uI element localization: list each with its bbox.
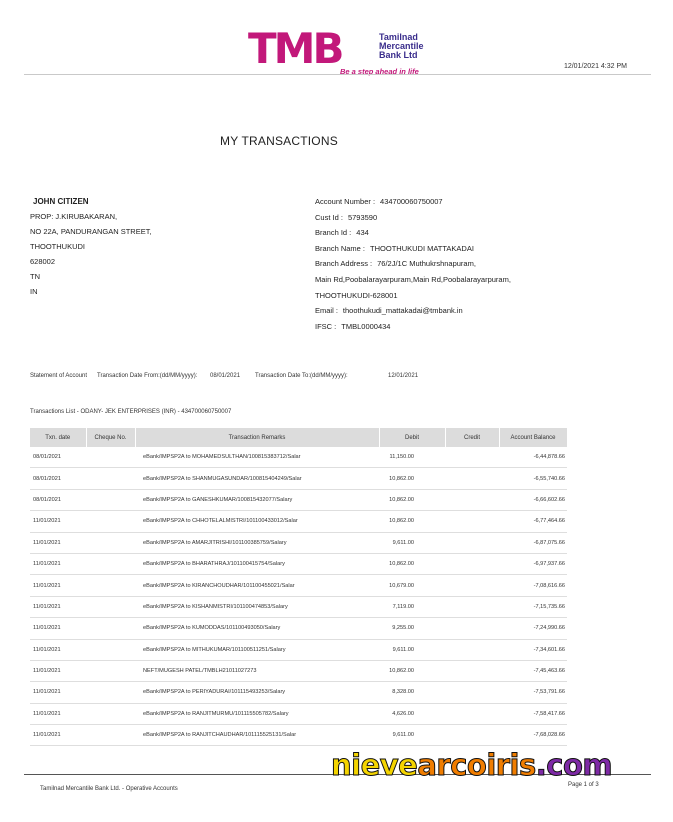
- footer-text: Tamilnad Mercantile Bank Ltd. - Operative Accounts: [40, 786, 178, 792]
- txn-date-cell: 11/01/2021: [30, 618, 86, 639]
- credit-cell: [445, 447, 499, 468]
- date-to-label: Transaction Date To:(dd/MM/yyyy):: [255, 373, 348, 379]
- remarks-cell: eBank/IMPSP2A to SHANMUGASUNDAR/100815404249/Salar: [135, 468, 379, 489]
- date-from-label: Transaction Date From:(dd/MM/yyyy):: [97, 373, 198, 379]
- txn-date-cell: 08/01/2021: [30, 468, 86, 489]
- table-row: [30, 553, 567, 574]
- logo-tagline: Be a step ahead in life: [340, 67, 419, 76]
- balance-cell: -6,97,937.66: [499, 553, 567, 574]
- account-row: [315, 194, 511, 210]
- debit-cell: 7,119.00: [379, 596, 445, 617]
- account-label: Account Number :: [315, 197, 376, 206]
- remarks-cell: eBank/IMPSP2A to GANESHKUMAR/100815432077/Salary: [135, 489, 379, 510]
- customer-name: JOHN CITIZEN: [33, 197, 89, 206]
- col-remarks: Transaction Remarks: [135, 428, 379, 447]
- balance-cell: -7,15,735.66: [499, 596, 567, 617]
- debit-cell: 10,862.00: [379, 553, 445, 574]
- remarks-cell: eBank/IMPSP2A to BHARATHRAJ/101100415754/Salary: [135, 553, 379, 574]
- balance-cell: -7,08,616.66: [499, 575, 567, 596]
- debit-cell: 10,862.00: [379, 660, 445, 681]
- table-row: [30, 703, 567, 724]
- credit-cell: [445, 682, 499, 703]
- remarks-cell: eBank/IMPSP2A to KUMODDAS/101100493050/Salary: [135, 618, 379, 639]
- cheque-no-cell: [86, 682, 135, 703]
- account-row: [315, 303, 511, 319]
- remarks-cell: eBank/IMPSP2A to PERIYADURAI/101115493253/Salary: [135, 682, 379, 703]
- col-txn-date: Txn. date: [30, 428, 86, 447]
- cheque-no-cell: [86, 703, 135, 724]
- col-cheque-no: Cheque No.: [86, 428, 135, 447]
- account-row: [315, 225, 511, 241]
- remarks-cell: eBank/IMPSP2A to MITHUKUMAR/101100511251/Salary: [135, 639, 379, 660]
- remarks-cell: NEFT/MUGESH PATEL/TMBLH21011027273: [135, 660, 379, 681]
- cheque-no-cell: [86, 532, 135, 553]
- remarks-cell: eBank/IMPSP2A to RANJITMURMU/101115505782/Salary: [135, 703, 379, 724]
- txn-date-cell: 11/01/2021: [30, 553, 86, 574]
- credit-cell: [445, 553, 499, 574]
- txn-date-cell: 11/01/2021: [30, 703, 86, 724]
- date-from-value: 08/01/2021: [210, 373, 241, 379]
- credit-cell: [445, 618, 499, 639]
- txn-date-cell: 11/01/2021: [30, 575, 86, 596]
- table-row: [30, 468, 567, 489]
- txn-date-cell: 08/01/2021: [30, 447, 86, 468]
- table-header-row: [30, 428, 567, 447]
- txn-date-cell: 11/01/2021: [30, 532, 86, 553]
- remarks-cell: eBank/IMPSP2A to KIRANCHOUDHAR/101100455021/Salar: [135, 575, 379, 596]
- table-row: [30, 618, 567, 639]
- transactions-list-title: Transactions List - ODANY- JEK ENTERPRISES (INR) - 434700060750007: [30, 409, 232, 415]
- balance-cell: -7,58,417.66: [499, 703, 567, 724]
- table-row: [30, 639, 567, 660]
- account-details: [315, 194, 511, 334]
- balance-cell: -7,34,601.66: [499, 639, 567, 660]
- table-row: [30, 660, 567, 681]
- debit-cell: 9,611.00: [379, 639, 445, 660]
- debit-cell: 9,255.00: [379, 618, 445, 639]
- balance-cell: -6,55,740.66: [499, 468, 567, 489]
- table-row: [30, 511, 567, 532]
- address-line: TN: [30, 272, 40, 281]
- col-balance: Account Balance: [499, 428, 567, 447]
- credit-cell: [445, 511, 499, 532]
- debit-cell: 11,150.00: [379, 447, 445, 468]
- txn-date-cell: 11/01/2021: [30, 725, 86, 746]
- debit-cell: 10,862.00: [379, 489, 445, 510]
- page-title: MY TRANSACTIONS: [220, 134, 338, 148]
- account-row: [315, 288, 511, 304]
- debit-cell: 9,611.00: [379, 532, 445, 553]
- balance-cell: -6,77,464.66: [499, 511, 567, 532]
- watermark-part: .com: [535, 748, 613, 782]
- balance-cell: -7,24,990.66: [499, 618, 567, 639]
- watermark: [331, 748, 612, 782]
- table-row: [30, 682, 567, 703]
- credit-cell: [445, 660, 499, 681]
- balance-cell: -6,87,075.66: [499, 532, 567, 553]
- txn-date-cell: 11/01/2021: [30, 511, 86, 532]
- balance-cell: -7,45,463.66: [499, 660, 567, 681]
- account-label: Branch Id :: [315, 228, 352, 238]
- account-label: Branch Address :: [315, 259, 373, 269]
- page-number: Page 1 of 3: [568, 782, 599, 788]
- table-row: [30, 725, 567, 746]
- debit-cell: 4,626.00: [379, 703, 445, 724]
- table-row: [30, 489, 567, 510]
- cheque-no-cell: [86, 553, 135, 574]
- table-row: [30, 596, 567, 617]
- cheque-no-cell: [86, 447, 135, 468]
- table-row: [30, 447, 567, 468]
- col-credit: Credit: [445, 428, 499, 447]
- address-line: THOOTHUKUDI: [30, 242, 85, 251]
- txn-date-cell: 08/01/2021: [30, 489, 86, 510]
- remarks-cell: eBank/IMPSP2A to AMARJITRISHI/101100385759/Salary: [135, 532, 379, 553]
- balance-cell: -7,53,791.66: [499, 682, 567, 703]
- watermark-part: nieve: [331, 748, 418, 782]
- cheque-no-cell: [86, 596, 135, 617]
- account-row: [315, 210, 511, 226]
- address-line: IN: [30, 287, 38, 296]
- cheque-no-cell: [86, 575, 135, 596]
- statement-label: Statement of Account: [30, 373, 88, 379]
- txn-date-cell: 11/01/2021: [30, 639, 86, 660]
- remarks-cell: eBank/IMPSP2A to CHHOTELALMISTRI/101100433012/Salar: [135, 511, 379, 532]
- account-label: Cust Id :: [315, 212, 343, 222]
- logo-mark: TMB: [248, 24, 342, 73]
- cheque-no-cell: [86, 489, 135, 510]
- account-value: 434: [356, 228, 369, 238]
- credit-cell: [445, 532, 499, 553]
- txn-date-cell: 11/01/2021: [30, 596, 86, 617]
- account-value: 434700060750007: [380, 197, 443, 206]
- balance-cell: -6,44,878.66: [499, 447, 567, 468]
- credit-cell: [445, 703, 499, 724]
- debit-cell: 8,328.00: [379, 682, 445, 703]
- txn-date-cell: 11/01/2021: [30, 660, 86, 681]
- account-row: [315, 272, 511, 288]
- account-value: thoothukudi_mattakadai@tmbank.in: [342, 306, 463, 316]
- address-line: PROP: J.KIRUBAKARAN,: [30, 212, 118, 221]
- table-row: [30, 532, 567, 553]
- credit-cell: [445, 489, 499, 510]
- col-debit: Debit: [379, 428, 445, 447]
- bank-logo: [248, 24, 438, 76]
- remarks-cell: eBank/IMPSP2A to KISHANMISTRI/101100474853/Salary: [135, 596, 379, 617]
- address-line: 628002: [30, 257, 56, 266]
- transactions-table: [30, 428, 568, 746]
- debit-cell: 10,862.00: [379, 511, 445, 532]
- account-value: THOOTHUKUDI MATTAKADAI: [370, 243, 474, 253]
- address-line: NO 22A, PANDURANGAN STREET,: [30, 227, 152, 236]
- debit-cell: 10,862.00: [379, 468, 445, 489]
- cheque-no-cell: [86, 725, 135, 746]
- account-row: [315, 241, 511, 257]
- remarks-cell: eBank/IMPSP2A to RANJITCHAUDHAR/101115525131/Salar: [135, 725, 379, 746]
- account-label: Email :: [315, 306, 338, 316]
- txn-date-cell: 11/01/2021: [30, 682, 86, 703]
- balance-cell: -6,66,602.66: [499, 489, 567, 510]
- account-value: Main Rd,Poobalarayarpuram,Main Rd,Poobalarayarpuram,: [315, 274, 511, 284]
- credit-cell: [445, 575, 499, 596]
- remarks-cell: eBank/IMPSP2A to MOHAMEDSULTHAN/100815383712/Salar: [135, 447, 379, 468]
- logo-bank-name: Tamilnad Mercantile Bank Ltd: [379, 32, 424, 60]
- balance-cell: -7,68,028.66: [499, 725, 567, 746]
- debit-cell: 10,679.00: [379, 575, 445, 596]
- table-row: [30, 575, 567, 596]
- print-date: 12/01/2021 4:32 PM: [563, 63, 627, 70]
- customer-address: [30, 194, 152, 299]
- account-row: [315, 319, 511, 335]
- debit-cell: 9,611.00: [379, 725, 445, 746]
- account-value: TMBL0000434: [341, 321, 391, 331]
- account-row: [315, 256, 511, 272]
- cheque-no-cell: [86, 660, 135, 681]
- cheque-no-cell: [86, 511, 135, 532]
- header-divider: [24, 74, 651, 75]
- credit-cell: [445, 639, 499, 660]
- account-value: 5793590: [347, 212, 378, 222]
- credit-cell: [445, 596, 499, 617]
- date-to-value: 12/01/2021: [388, 373, 419, 379]
- cheque-no-cell: [86, 618, 135, 639]
- cheque-no-cell: [86, 468, 135, 489]
- credit-cell: [445, 468, 499, 489]
- account-value: 76/2J/1C Muthukrshnapuram,: [377, 259, 476, 269]
- account-label: IFSC :: [315, 321, 337, 331]
- watermark-part: arcoiris: [417, 748, 536, 782]
- account-value: THOOTHUKUDI-628001: [315, 290, 398, 300]
- cheque-no-cell: [86, 639, 135, 660]
- credit-cell: [445, 725, 499, 746]
- account-label: Branch Name :: [315, 243, 366, 253]
